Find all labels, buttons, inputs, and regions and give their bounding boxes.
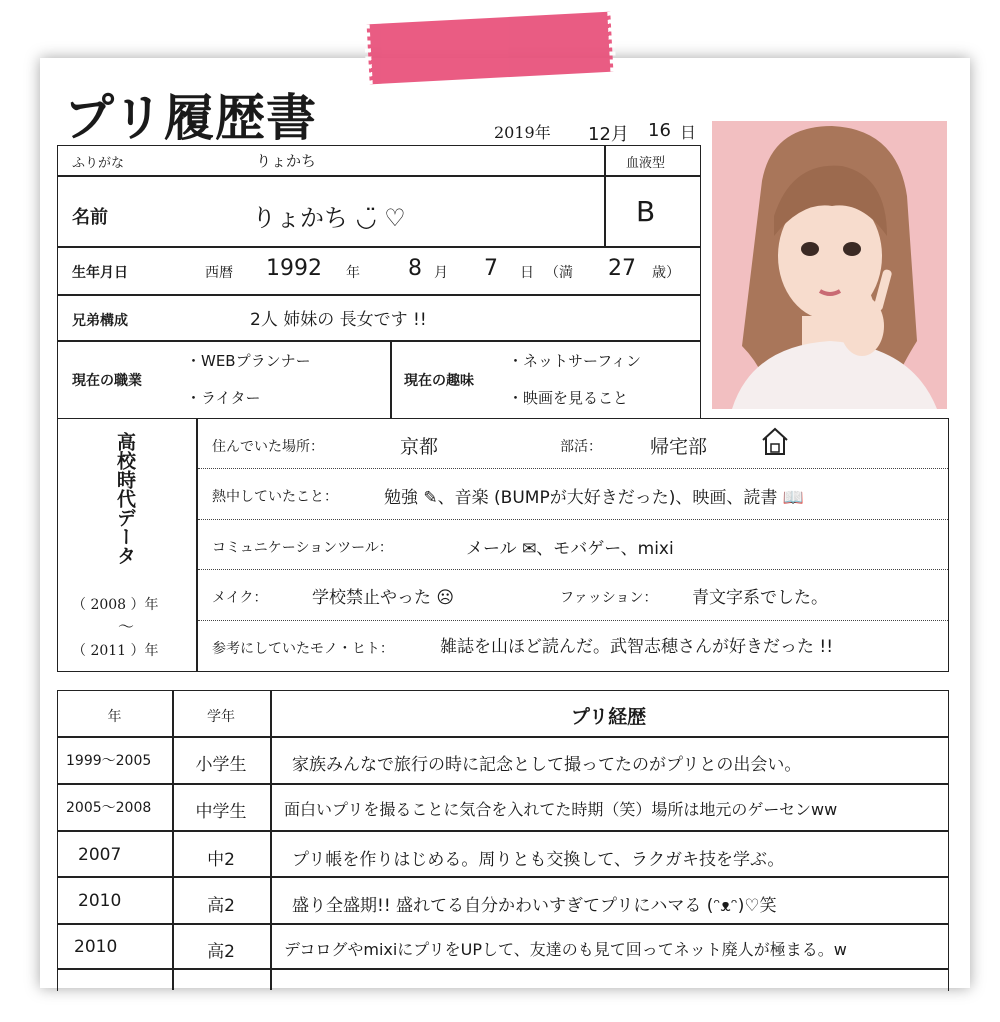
- highschool-tilde: 〜: [118, 617, 135, 636]
- hobby-item-2: ・映画を見ること: [508, 389, 629, 407]
- row-grade: 高2: [207, 942, 235, 962]
- reference-label: 参考にしていたモノ・ヒト：: [212, 641, 394, 657]
- blood-type-label: 血液型: [626, 156, 666, 171]
- profile-photo: [712, 121, 947, 409]
- highschool-to: （ 2011 ）年: [72, 643, 159, 659]
- highschool-side-title: 高校時代データ: [114, 432, 136, 565]
- siblings-label: 兄弟構成: [72, 313, 128, 329]
- club-label: 部活：: [560, 439, 602, 455]
- pink-tape: [367, 12, 614, 85]
- page-title: プリ履歴書: [64, 88, 317, 147]
- place-value: 京都: [400, 436, 439, 458]
- hobby-label: 現在の趣味: [404, 373, 474, 389]
- date-day: 16: [648, 120, 671, 141]
- siblings-value: 2人 姉妹の 長女です !!: [250, 310, 427, 330]
- birth-era: 西暦: [205, 265, 233, 281]
- date-month: 12月: [588, 124, 629, 145]
- row-grade: 高2: [207, 896, 235, 916]
- age-close: 歳）: [652, 265, 680, 281]
- birth-year-unit: 年: [346, 265, 360, 281]
- row-text: 家族みんなで旅行の時に記念として撮ってたのがプリとの出会い。: [292, 755, 802, 775]
- job-item-2: ・ライター: [186, 389, 261, 407]
- reference-value: 雑誌を山ほど読んだ。武智志穂さんが好きだった !!: [440, 637, 834, 657]
- job-item-1: ・WEBプランナー: [186, 352, 311, 370]
- row-grade: 中2: [207, 850, 235, 870]
- communication-label: コミュニケーションツール：: [212, 540, 393, 556]
- row-year: 2007: [78, 845, 122, 865]
- name-label: 名前: [72, 207, 108, 228]
- row-text: プリ帳を作りはじめる。周りとも交換して、ラクガキ技を学ぶ。: [292, 850, 785, 870]
- passion-value: 勉強 ✎、音楽 (BUMPが大好きだった)、映画、読書 📖: [384, 488, 804, 508]
- age-value: 27: [608, 256, 636, 281]
- name-value: りょかち ◡̈ ♡: [252, 204, 406, 232]
- row-grade: 小学生: [195, 755, 247, 775]
- history-header-pri: プリ経歴: [570, 706, 647, 728]
- house-icon: [760, 426, 790, 462]
- furigana-label: ふりがな: [72, 156, 125, 171]
- club-value: 帰宅部: [650, 436, 708, 458]
- birthdate-label: 生年月日: [72, 265, 128, 281]
- portrait-image: [712, 121, 947, 409]
- makeup-value: 学校禁止やった ☹: [312, 588, 455, 608]
- age-open: （満: [545, 265, 573, 281]
- date-day-unit: 日: [680, 123, 697, 142]
- row-year: 2010: [74, 937, 118, 957]
- row-year: 2005〜2008: [66, 800, 152, 816]
- job-label: 現在の職業: [72, 373, 142, 389]
- history-header-year: 年: [107, 709, 122, 725]
- birth-month-unit: 月: [434, 265, 448, 281]
- fashion-label: ファッション：: [560, 590, 658, 606]
- highschool-from: （ 2008 ）年: [72, 597, 159, 613]
- row-year: 2010: [78, 891, 122, 911]
- birth-month: 8: [408, 256, 422, 281]
- blood-type-value: B: [636, 195, 656, 228]
- row-text: 盛り全盛期!! 盛れてる自分かわいすぎてプリにハマる (ᵔᴥᵔ)♡笑: [292, 896, 777, 916]
- birth-year: 1992: [266, 256, 322, 281]
- fashion-value: 青文字系でした。: [692, 588, 828, 608]
- history-header-grade: 学年: [207, 709, 235, 725]
- place-label: 住んでいた場所：: [212, 439, 324, 455]
- row-text: 面白いプリを撮ることに気合を入れてた時期（笑）場所は地元のゲーセンww: [284, 800, 838, 819]
- row-text: デコログやmixiにプリをUPして、友達のも見て回ってネット廃人が極まる。w: [284, 940, 847, 959]
- passion-label: 熱中していたこと：: [212, 489, 338, 505]
- date-year: 2019年: [494, 123, 551, 142]
- birth-day-unit: 日: [520, 265, 534, 281]
- row-grade: 中学生: [195, 802, 247, 822]
- hobby-item-1: ・ネットサーフィン: [508, 352, 642, 370]
- row-year: 1999〜2005: [66, 753, 152, 769]
- communication-value: メール ✉、モバゲー、mixi: [466, 539, 674, 559]
- birth-day: 7: [484, 256, 498, 281]
- furigana-value: りょかち: [256, 152, 317, 170]
- makeup-label: メイク：: [212, 590, 268, 606]
